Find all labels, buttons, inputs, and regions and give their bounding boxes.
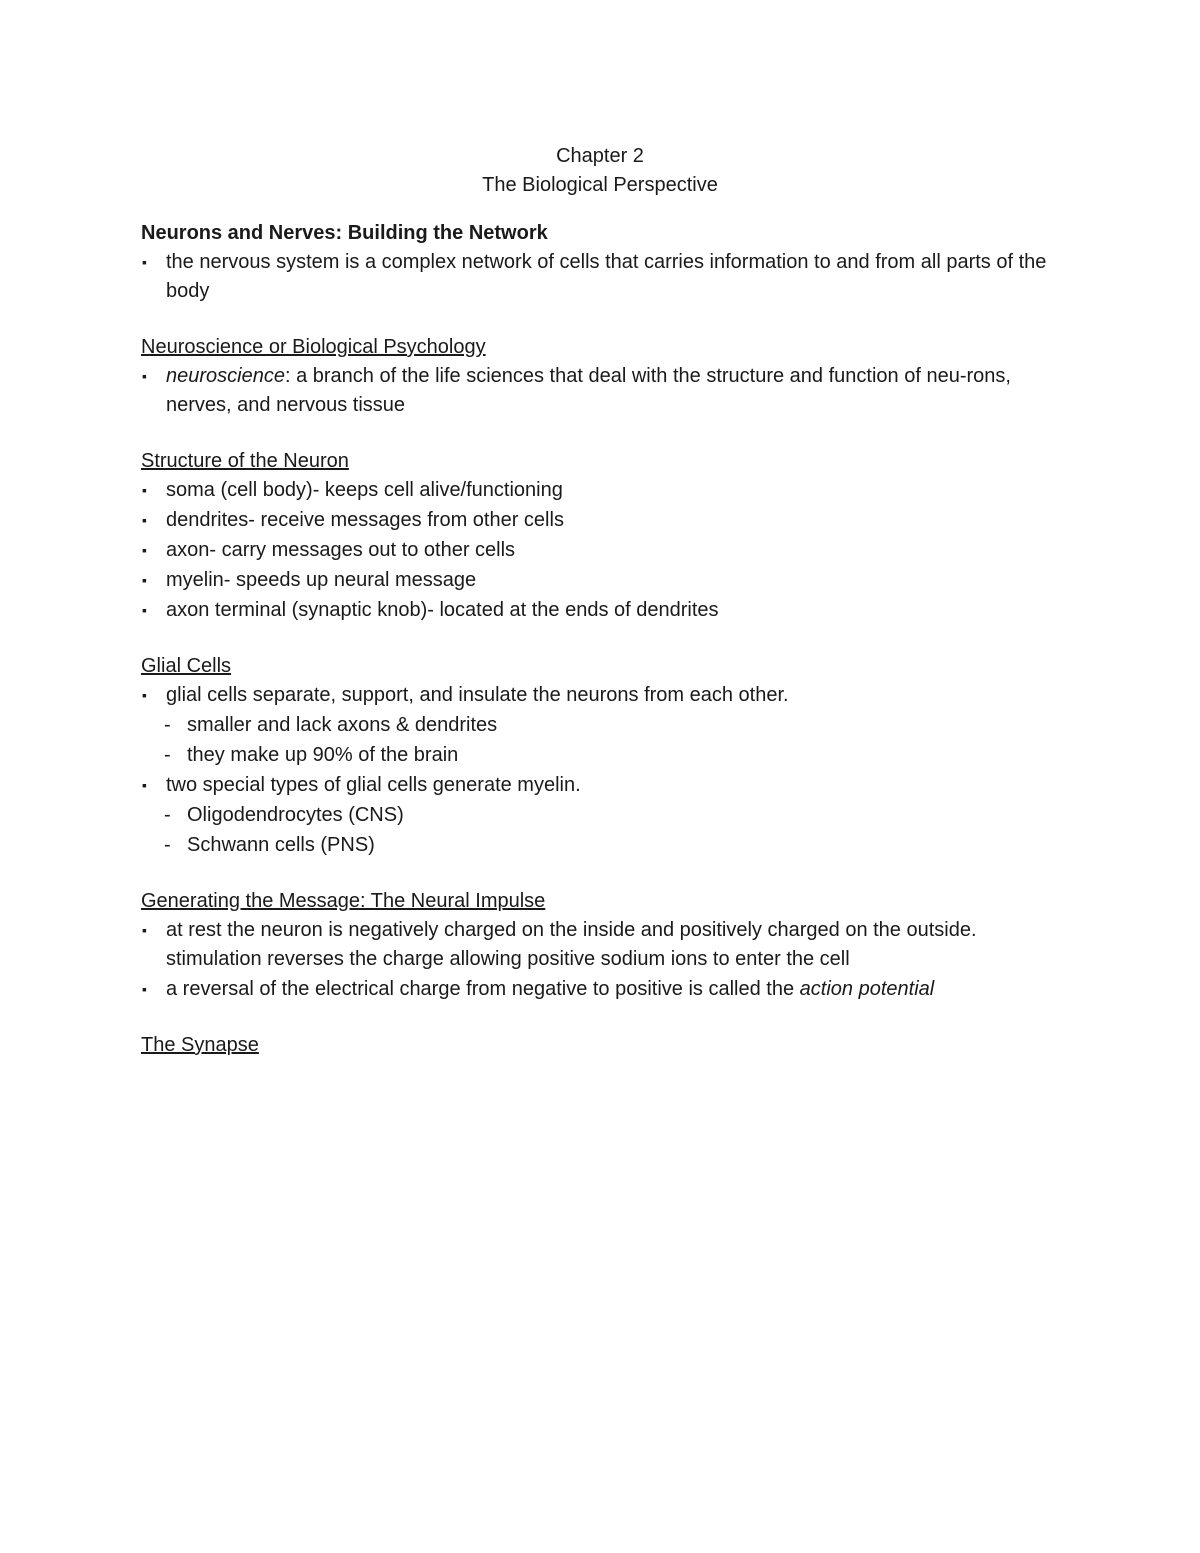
bullet-icon: ▪ <box>142 687 147 703</box>
section-structure-of-neuron <box>141 447 1061 625</box>
list-item <box>141 596 1061 625</box>
list-item-text: myelin- speeds up neural message <box>166 569 477 591</box>
bullet-icon: ▪ <box>142 572 147 588</box>
list-item <box>141 248 1061 306</box>
section-heading: Generating the Message: The Neural Impulse <box>141 890 546 912</box>
sub-list-item <box>141 801 1061 830</box>
list-item-text: axon- carry messages out to other cells <box>166 539 516 561</box>
term-action-potential: action potential <box>799 978 935 1000</box>
bullet-icon: ▪ <box>142 922 147 938</box>
list-item <box>141 975 1061 1004</box>
section-heading: Glial Cells <box>141 655 232 677</box>
bullet-list <box>141 476 1061 625</box>
list-item-text: soma (cell body)- keeps cell alive/functioning <box>166 479 563 501</box>
dash-icon: - <box>164 804 171 826</box>
sub-bullet-list <box>141 801 1061 860</box>
bullet-icon: ▪ <box>142 981 147 997</box>
bullet-icon: ▪ <box>142 482 147 498</box>
list-item <box>141 916 1061 974</box>
list-item-text: at rest the neuron is negatively charged on the inside and positively charged on the outside. stimulation reverses the charge allowing positive sodium ions to enter the cell <box>166 919 977 970</box>
section-neuroscience <box>141 333 1061 420</box>
list-item-text: glial cells separate, support, and insulate the neurons from each other. <box>166 684 789 706</box>
term-neuroscience: neuroscience <box>166 365 285 387</box>
sub-list-item <box>141 741 1061 770</box>
dash-icon: - <box>164 744 171 766</box>
dash-icon: - <box>164 834 171 856</box>
list-item <box>141 771 1061 800</box>
section-neural-impulse <box>141 887 1061 1004</box>
document-header <box>0 142 1200 200</box>
bullet-icon: ▪ <box>142 777 147 793</box>
bullet-list <box>141 771 1061 800</box>
bullet-icon: ▪ <box>142 542 147 558</box>
section-neurons-and-nerves <box>141 219 1061 306</box>
dash-icon: - <box>164 714 171 736</box>
list-item-text: two special types of glial cells generate myelin. <box>166 774 581 796</box>
list-item <box>141 536 1061 565</box>
section-heading: Neuroscience or Biological Psychology <box>141 336 486 358</box>
list-item <box>141 681 1061 710</box>
sub-list-item <box>141 711 1061 740</box>
section-heading: The Synapse <box>141 1034 259 1056</box>
list-item-text: dendrites- receive messages from other cells <box>166 509 564 531</box>
sub-list-item-text: smaller and lack axons & dendrites <box>187 714 498 736</box>
bullet-icon: ▪ <box>142 602 147 618</box>
chapter-title: The Biological Perspective <box>482 174 718 196</box>
sub-list-item <box>141 831 1061 860</box>
sub-list-item-text: they make up 90% of the brain <box>187 744 459 766</box>
section-heading: Structure of the Neuron <box>141 450 349 472</box>
sub-bullet-list <box>141 711 1061 770</box>
list-item <box>141 566 1061 595</box>
list-item <box>141 506 1061 535</box>
list-item-text: the nervous system is a complex network of cells that carries information to and from all parts of the body <box>166 251 1047 302</box>
chapter-label: Chapter 2 <box>556 145 644 167</box>
section-synapse <box>141 1031 1061 1060</box>
bullet-icon: ▪ <box>142 512 147 528</box>
sub-list-item-text: Oligodendrocytes (CNS) <box>187 804 404 826</box>
bullet-icon: ▪ <box>142 368 147 384</box>
bullet-list <box>141 362 1061 420</box>
list-item-text: a reversal of the electrical charge from negative to positive is called the <box>166 978 800 1000</box>
list-item <box>141 362 1061 420</box>
bullet-list <box>141 681 1061 710</box>
bullet-list <box>141 248 1061 306</box>
section-glial-cells <box>141 652 1061 860</box>
bullet-icon: ▪ <box>142 254 147 270</box>
list-item <box>141 476 1061 505</box>
list-item-text: axon terminal (synaptic knob)- located at the ends of dendrites <box>166 599 719 621</box>
list-item-text: : a branch of the life sciences that deal with the structure and function of neu-rons, nerves, and nervous tissue <box>166 365 1011 416</box>
sub-list-item-text: Schwann cells (PNS) <box>187 834 375 856</box>
section-heading: Neurons and Nerves: Building the Network <box>141 222 548 244</box>
bullet-list <box>141 916 1061 1004</box>
document-body <box>141 219 1061 1087</box>
